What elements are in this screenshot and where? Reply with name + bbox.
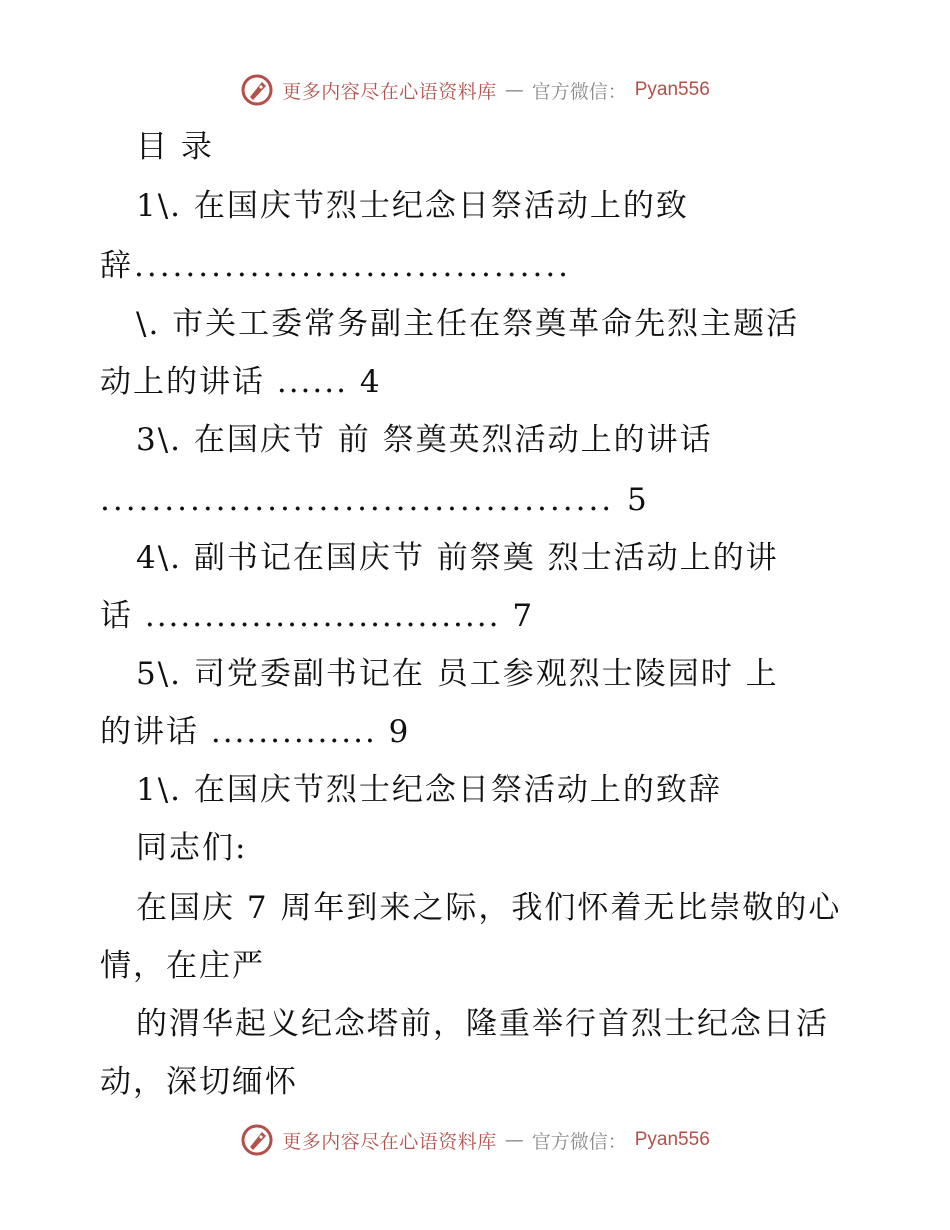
watermark-dash: — [504,1129,524,1151]
watermark-brand: 更多内容尽在心语资料库 [282,1130,497,1153]
watermark-handle: Pyan556 [634,79,710,100]
toc-entry-1-line1: 1\. 在国庆节烈士纪念日祭活动上的致 [136,188,689,224]
toc-entry-4-line2: 话 .............................. 7 [100,598,535,634]
salutation: 同志们: [136,830,248,866]
toc-entry-5-line1: 5\. 司党委副书记在 员工参观烈士陵园时 上 [136,656,779,692]
watermark-handle: Pyan556 [634,1129,710,1150]
toc-entry-3-line2: ........................................ 5 [100,482,650,518]
watermark-label: 官方微信： [531,80,627,103]
paragraph-2-line-1: 的渭华起义纪念塔前，隆重举行首烈士纪念日活 [136,1006,829,1042]
watermark-dash: — [504,79,524,101]
toc-entry-4-line1: 4\. 副书记在国庆节 前祭奠 烈士活动上的讲 [136,540,779,576]
toc-entry-5-line2: 的讲话 .............. 9 [100,714,411,750]
pen-nib-icon [240,1123,274,1157]
paragraph-1-line-2: 情，在庄严 [100,948,265,984]
footer-watermark [0,1120,950,1160]
watermark-brand: 更多内容尽在心语资料库 [282,80,497,103]
toc-heading: 目 录 [136,129,214,165]
toc-entry-2-line2: 动上的讲话 ...... 4 [100,364,382,400]
header-watermark [0,70,950,110]
toc-entry-2-line1: \. 市关工委常务副主任在祭奠革命先烈主题活 [136,306,800,342]
watermark-label: 官方微信： [531,1130,627,1153]
toc-entry-3-line1: 3\. 在国庆节 前 祭奠英烈活动上的讲话 [136,422,713,458]
paragraph-1-line-1: 在国庆 7 周年到来之际，我们怀着无比崇敬的心 [136,890,842,926]
section-title: 1\. 在国庆节烈士纪念日祭活动上的致辞 [136,772,722,808]
pen-nib-icon [240,73,274,107]
paragraph-2-line-2: 动，深切缅怀 [100,1064,298,1100]
toc-entry-1-line2: 辞.................................. [100,248,572,284]
